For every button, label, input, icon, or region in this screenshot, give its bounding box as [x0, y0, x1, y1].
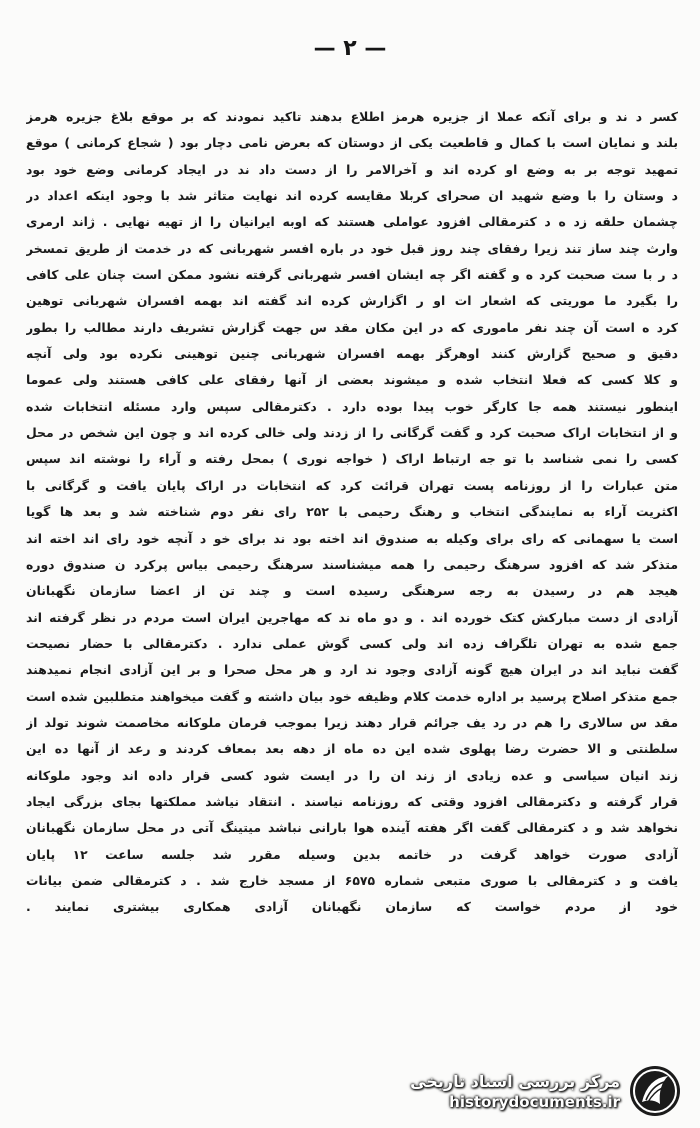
- text-line: اکثریت آراء به نمایندگی انتخاب و رهنگ رحیمی با ۲۵۲ رای نفر دوم شناخته شد و بعد ها گویا: [26, 504, 678, 520]
- text-line: آزادی صورت خواهد گرفت در خاتمه بدین وسیله مقرر شد جلسه ساعت ۱۲ پایان: [26, 846, 678, 862]
- watermark: [362, 1060, 682, 1122]
- text-line: بلند و نمایان است با کمال و قاطعیت یکی از دوستان که بعرض نامی دچار بود ( شجاع کرمانی ) موقع: [26, 135, 678, 151]
- text-line: تمهید توجه بر به وضع او کرده اند و آخرالامر را از دست داد ند در ایجاد کرمانی وضع خود بود: [26, 161, 678, 177]
- text-line: زند انیان سیاسی و عده زیادی از زند ان را در ایست شود کسی قرار داده اند وجود ملوکانه: [26, 767, 678, 783]
- text-line: و کلا کسی که فعلا انتخاب شده و میشوند بعضی از آنها رفقای علی کافی هستند ولی عموما: [26, 372, 678, 388]
- watermark-name: مرکز بررسی اسناد تاریخی: [410, 1071, 620, 1091]
- text-line: متن عبارات را از روزنامه پست تهران قرائت کرد که انتخابات در اراک پایان یافت و گرگانی با: [26, 477, 678, 493]
- text-line: متذکر شد که افزود سرهنگ رحیمی را همه میشناسند سرهنگ رحیمی بیاس پرکرد ن صندوق دوره: [26, 556, 678, 572]
- text-line: د ر با ست صحبت کرد ه و گفته اگر چه ایشان افسر شهربانی گرفته نشود ممکن است چنان علی کافی: [26, 267, 678, 283]
- page-number: — ۲ —: [313, 36, 387, 61]
- text-line: جمع شده به تهران تلگراف زده اند ولی کسی گوش عملی ندارد . دکترمقالی با حضار نصیحت: [26, 635, 678, 651]
- text-line: را بگیرد ما موریتی که اشعار ات او ر اگزارش کرده اند گفته اند بهمه افسران شهربانی توهین: [26, 293, 678, 309]
- document-body: [26, 104, 678, 921]
- text-line: گفت نباید اند در ایران هیچ گونه آزادی وجود ند ارد و هر محل صحرا و بر این آزادی انجام نمیدهند: [26, 662, 678, 678]
- text-line: و از انتخابات اراک صحبت کرد و گفت گرگانی را از زدند ولی خالی کرده اند و چون این شخص در محل: [26, 425, 678, 441]
- text-line: کرد ه است آن چند نفر ماموری که در این مکان مقد س جهت گزارش تشریف دارند مطالب را بطور: [26, 319, 678, 335]
- text-line: کسر د ند و برای آنکه عملا از جزیره هرمز اطلاع بدهند تاکید نمودند که بر موقع بلاغ جزیره هرمز: [26, 109, 678, 124]
- watermark-url: historydocuments.ir: [449, 1092, 620, 1111]
- text-line: است یا سهمانی که رای برای وکیله به صندوق اند اخته بود ند برای خو د آنچه خود رای اند اخته اند: [26, 530, 678, 546]
- text-line: اینطور نیستند همه جا کارگر خوب پیدا بوده دارد . دکترمقالی سپس وارد مسئله انتخابات شده: [26, 398, 678, 414]
- text-line: مقد س سالاری را هم در رد یف جرائم قرار دهند زیرا بموجب فرمان ملوکانه مخاصمت شوند تولد از: [26, 714, 678, 730]
- text-line: جمع متذکر اصلاح پرسید بر اداره خدمت کلام وظیفه خود بیان داشته و گفت میخواهند متطلبین شده است: [26, 688, 678, 704]
- text-line: وارث چند ساز تند زیرا رفقای چند روز قبل خود در باره افسر شهربانی که در خدمت از طریق تمسخر: [26, 240, 678, 256]
- text-line: هیجد هم در رسیدن به رجه سرهنگی رسیده است و چند تن از اعضا سازمان نگهبانان: [26, 583, 678, 599]
- text-line: آزادی از دست مبارکش کتک خورده اند . و دو ماه ند که مهاجرین ایران است مردم در نظر گرفته اند: [26, 609, 678, 625]
- text-line: د وستان را با وضع شهید ان صحرای کربلا مقایسه کرده اند نهایت متاثر شد با وجود اینکه اعداد در: [26, 188, 678, 204]
- text-line: سلطنتی و الا حضرت رضا پهلوی شده این ده ماه از دهه بعد بمعاف کردند و رعد از آنها ده این: [26, 741, 678, 757]
- text-line: دقیق و صحیح گزارش کنند اوهرگز بهمه افسران شهربانی چنین توهینی نکرده بود ولی آنچه: [26, 346, 678, 362]
- text-line: چشمان حلقه زد ه د کترمقالی افزود عواملی هستند که اوبه ایرانیان را از تهیه نهایی . ژاند ارمری: [26, 214, 678, 230]
- text-line: کسی را نمی شناسد با تو جه ارتباط اراک ( خواجه نوری ) بمحل رفته و آراء را نوشته اند سپس: [26, 451, 678, 467]
- watermark-text: [410, 1072, 620, 1111]
- history-documents-logo-icon: [628, 1064, 682, 1118]
- text-line: قرار گرفته و دکترمقالی افزود وقتی که روزنامه نیاسند . انتقاد نیاشد مملکتها بجای بزرگی ایجاد: [26, 793, 678, 809]
- text-line: یافت و د کترمقالی با صوری متبعی شماره ۶۵۷۵ از مسجد خارج شد . د کترمقالی ضمن بیانات: [26, 872, 678, 888]
- text-line: نخواهد شد و د کترمقالی گفت اگر هفته آینده هوا بارانی نباشد میتینگ آتی در محل سازمان نگهبانان: [26, 820, 678, 836]
- text-line: خود از مردم خواست که سازمان نگهبانان آزادی همکاری بیشتری نمایند .: [26, 899, 678, 915]
